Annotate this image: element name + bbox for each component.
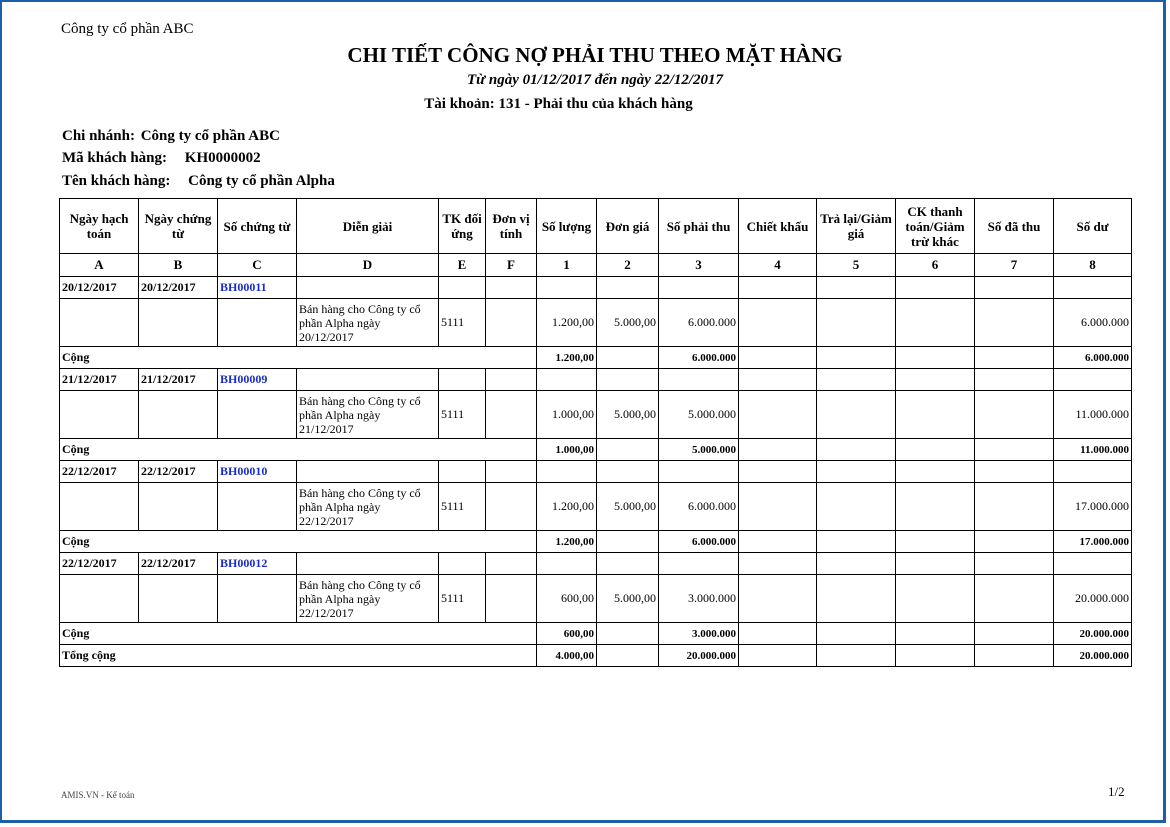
col-header: Ngày hạch toán xyxy=(60,199,139,254)
empty-cell xyxy=(537,553,597,575)
empty-cell xyxy=(486,369,537,391)
document-row xyxy=(60,277,1132,299)
subtotal-row xyxy=(60,623,1132,645)
col-header: Chiết khấu xyxy=(739,199,817,254)
subtotal-receivable: 6.000.000 xyxy=(659,347,739,369)
empty-cell xyxy=(896,461,975,483)
empty-cell xyxy=(297,553,439,575)
description: Bán hàng cho Công ty cổ phần Alpha ngày 22/12/2017 xyxy=(297,483,439,531)
col-code: 8 xyxy=(1054,254,1132,277)
empty-cell xyxy=(739,645,817,667)
unit-price: 5.000,00 xyxy=(597,483,659,531)
document-row xyxy=(60,461,1132,483)
grand-total-row xyxy=(60,645,1132,667)
empty-cell xyxy=(439,553,486,575)
report-title: CHI TIẾT CÔNG NỢ PHẢI THU THEO MẶT HÀNG xyxy=(347,43,843,67)
customer-name-label: Tên khách hàng: xyxy=(62,173,171,189)
subtotal-label: Cộng xyxy=(60,347,537,369)
contra-account: 5111 xyxy=(439,391,486,439)
empty-cell xyxy=(975,531,1054,553)
subtotal-quantity: 1.200,00 xyxy=(537,531,597,553)
document-row xyxy=(60,369,1132,391)
empty-cell xyxy=(297,369,439,391)
subtotal-quantity: 1.000,00 xyxy=(537,439,597,461)
empty-cell xyxy=(486,483,537,531)
contra-account: 5111 xyxy=(439,299,486,347)
contra-account: 5111 xyxy=(439,575,486,623)
empty-cell xyxy=(218,483,297,531)
empty-cell xyxy=(739,553,817,575)
empty-cell xyxy=(60,391,139,439)
receivable: 6.000.000 xyxy=(659,299,739,347)
empty-cell xyxy=(218,391,297,439)
col-code: 5 xyxy=(817,254,896,277)
empty-cell xyxy=(975,623,1054,645)
contra-account: 5111 xyxy=(439,483,486,531)
empty-cell xyxy=(739,461,817,483)
col-code: D xyxy=(297,254,439,277)
col-header: Ngày chứng từ xyxy=(139,199,218,254)
doc-number-link[interactable]: BH00012 xyxy=(218,553,297,575)
subtotal-balance: 17.000.000 xyxy=(1054,531,1132,553)
empty-cell xyxy=(739,531,817,553)
doc-date: 22/12/2017 xyxy=(139,553,218,575)
branch-value: Công ty cổ phần ABC xyxy=(140,128,280,144)
col-code: C xyxy=(218,254,297,277)
empty-cell xyxy=(739,483,817,531)
col-header: Số dư xyxy=(1054,199,1132,254)
col-code: 1 xyxy=(537,254,597,277)
header-row xyxy=(60,199,1132,254)
empty-cell xyxy=(896,369,975,391)
empty-cell xyxy=(439,277,486,299)
line-item-row xyxy=(60,299,1132,347)
empty-cell xyxy=(975,483,1054,531)
empty-cell xyxy=(218,299,297,347)
grand-total-receivable: 20.000.000 xyxy=(659,645,739,667)
posting-date: 20/12/2017 xyxy=(60,277,139,299)
branch-label: Chi nhánh: xyxy=(62,128,135,144)
empty-cell xyxy=(486,391,537,439)
empty-cell xyxy=(817,645,896,667)
empty-cell xyxy=(896,531,975,553)
empty-cell xyxy=(896,553,975,575)
empty-cell xyxy=(486,277,537,299)
empty-cell xyxy=(597,553,659,575)
empty-cell xyxy=(659,553,739,575)
doc-number-link[interactable]: BH00011 xyxy=(218,277,297,299)
posting-date: 21/12/2017 xyxy=(60,369,139,391)
customer-code-label: Mã khách hàng: xyxy=(62,150,168,166)
subtotal-receivable: 6.000.000 xyxy=(659,531,739,553)
empty-cell xyxy=(817,461,896,483)
quantity: 1.000,00 xyxy=(537,391,597,439)
col-code: 7 xyxy=(975,254,1054,277)
empty-cell xyxy=(597,277,659,299)
empty-cell xyxy=(659,461,739,483)
description: Bán hàng cho Công ty cổ phần Alpha ngày 20/12/2017 xyxy=(297,299,439,347)
column-code-row xyxy=(60,254,1132,277)
empty-cell xyxy=(896,277,975,299)
balance: 11.000.000 xyxy=(1054,391,1132,439)
col-header: CK thanh toán/Giảm trừ khác xyxy=(896,199,975,254)
col-code: 4 xyxy=(739,254,817,277)
empty-cell xyxy=(486,299,537,347)
balance: 6.000.000 xyxy=(1054,299,1132,347)
empty-cell xyxy=(486,461,537,483)
empty-cell xyxy=(659,277,739,299)
empty-cell xyxy=(975,439,1054,461)
empty-cell xyxy=(817,483,896,531)
empty-cell xyxy=(60,483,139,531)
empty-cell xyxy=(817,277,896,299)
empty-cell xyxy=(297,277,439,299)
company-name: Công ty cổ phần ABC xyxy=(61,21,194,37)
subtotal-receivable: 3.000.000 xyxy=(659,623,739,645)
empty-cell xyxy=(817,369,896,391)
grand-total-quantity: 4.000,00 xyxy=(537,645,597,667)
col-code: F xyxy=(486,254,537,277)
col-header: Trả lại/Giảm giá xyxy=(817,199,896,254)
empty-cell xyxy=(896,299,975,347)
empty-cell xyxy=(297,461,439,483)
col-header: Số lượng xyxy=(537,199,597,254)
branch-info xyxy=(62,128,280,145)
empty-cell xyxy=(218,575,297,623)
empty-cell xyxy=(817,575,896,623)
subtotal-receivable: 5.000.000 xyxy=(659,439,739,461)
col-header: Diễn giải xyxy=(297,199,439,254)
empty-cell xyxy=(597,369,659,391)
line-item-row xyxy=(60,391,1132,439)
col-code: B xyxy=(139,254,218,277)
empty-cell xyxy=(739,369,817,391)
subtotal-balance: 11.000.000 xyxy=(1054,439,1132,461)
quantity: 1.200,00 xyxy=(537,299,597,347)
subtotal-row xyxy=(60,531,1132,553)
empty-cell xyxy=(139,575,218,623)
empty-cell xyxy=(975,645,1054,667)
subtotal-balance: 20.000.000 xyxy=(1054,623,1132,645)
empty-cell xyxy=(1054,553,1132,575)
subtotal-balance: 6.000.000 xyxy=(1054,347,1132,369)
empty-cell xyxy=(975,369,1054,391)
empty-cell xyxy=(537,277,597,299)
quantity: 600,00 xyxy=(537,575,597,623)
col-header: Số phải thu xyxy=(659,199,739,254)
empty-cell xyxy=(896,645,975,667)
receivable: 5.000.000 xyxy=(659,391,739,439)
col-header: Số đã thu xyxy=(975,199,1054,254)
empty-cell xyxy=(1054,461,1132,483)
empty-cell xyxy=(739,575,817,623)
empty-cell xyxy=(60,575,139,623)
receivable: 3.000.000 xyxy=(659,575,739,623)
col-header: Đơn giá xyxy=(597,199,659,254)
empty-cell xyxy=(439,461,486,483)
col-code: 3 xyxy=(659,254,739,277)
posting-date: 22/12/2017 xyxy=(60,553,139,575)
document-row xyxy=(60,553,1132,575)
empty-cell xyxy=(1054,369,1132,391)
empty-cell xyxy=(896,623,975,645)
customer-name-value: Công ty cổ phần Alpha xyxy=(188,173,335,189)
empty-cell xyxy=(975,553,1054,575)
empty-cell xyxy=(139,483,218,531)
subtotal-quantity: 1.200,00 xyxy=(537,347,597,369)
subtotal-label: Cộng xyxy=(60,439,537,461)
col-code: E xyxy=(439,254,486,277)
empty-cell xyxy=(597,531,659,553)
report-period: Từ ngày 01/12/2017 đến ngày 22/12/2017 xyxy=(466,72,724,88)
empty-cell xyxy=(817,347,896,369)
subtotal-row xyxy=(60,439,1132,461)
empty-cell xyxy=(739,439,817,461)
doc-number-link[interactable]: BH00009 xyxy=(218,369,297,391)
empty-cell xyxy=(739,391,817,439)
empty-cell xyxy=(975,277,1054,299)
doc-date: 22/12/2017 xyxy=(139,461,218,483)
col-code: A xyxy=(60,254,139,277)
empty-cell xyxy=(817,623,896,645)
empty-cell xyxy=(139,391,218,439)
subtotal-label: Cộng xyxy=(60,531,537,553)
empty-cell xyxy=(896,391,975,439)
balance: 17.000.000 xyxy=(1054,483,1132,531)
empty-cell xyxy=(597,623,659,645)
empty-cell xyxy=(975,347,1054,369)
col-header: TK đối ứng xyxy=(439,199,486,254)
empty-cell xyxy=(739,623,817,645)
empty-cell xyxy=(597,461,659,483)
quantity: 1.200,00 xyxy=(537,483,597,531)
unit-price: 5.000,00 xyxy=(597,391,659,439)
empty-cell xyxy=(597,439,659,461)
line-item-row xyxy=(60,483,1132,531)
ledger-table xyxy=(59,198,1132,667)
grand-total-label: Tổng cộng xyxy=(60,645,537,667)
empty-cell xyxy=(975,391,1054,439)
empty-cell xyxy=(896,439,975,461)
customer-code-info xyxy=(62,150,261,167)
description: Bán hàng cho Công ty cổ phần Alpha ngày 21/12/2017 xyxy=(297,391,439,439)
balance: 20.000.000 xyxy=(1054,575,1132,623)
empty-cell xyxy=(1054,277,1132,299)
col-code: 6 xyxy=(896,254,975,277)
col-code: 2 xyxy=(597,254,659,277)
customer-code-value: KH0000002 xyxy=(184,150,261,166)
description: Bán hàng cho Công ty cổ phần Alpha ngày 22/12/2017 xyxy=(297,575,439,623)
empty-cell xyxy=(896,575,975,623)
empty-cell xyxy=(597,645,659,667)
empty-cell xyxy=(659,369,739,391)
empty-cell xyxy=(597,347,659,369)
doc-date: 20/12/2017 xyxy=(139,277,218,299)
subtotal-row xyxy=(60,347,1132,369)
unit-price: 5.000,00 xyxy=(597,575,659,623)
empty-cell xyxy=(896,347,975,369)
empty-cell xyxy=(486,575,537,623)
doc-number-link[interactable]: BH00010 xyxy=(218,461,297,483)
doc-date: 21/12/2017 xyxy=(139,369,218,391)
empty-cell xyxy=(975,575,1054,623)
empty-cell xyxy=(537,369,597,391)
empty-cell xyxy=(486,553,537,575)
empty-cell xyxy=(817,553,896,575)
col-header: Số chứng từ xyxy=(218,199,297,254)
footer-brand: AMIS.VN - Kế toán xyxy=(61,790,135,800)
unit-price: 5.000,00 xyxy=(597,299,659,347)
page-number: 1/2 xyxy=(1108,784,1125,799)
empty-cell xyxy=(817,391,896,439)
empty-cell xyxy=(60,299,139,347)
empty-cell xyxy=(817,439,896,461)
subtotal-quantity: 600,00 xyxy=(537,623,597,645)
customer-name-info xyxy=(62,173,335,190)
posting-date: 22/12/2017 xyxy=(60,461,139,483)
empty-cell xyxy=(739,299,817,347)
report-account: Tài khoản: 131 - Phải thu của khách hàng xyxy=(424,96,693,112)
empty-cell xyxy=(817,531,896,553)
empty-cell xyxy=(439,369,486,391)
receivable: 6.000.000 xyxy=(659,483,739,531)
empty-cell xyxy=(139,299,218,347)
col-header: Đơn vị tính xyxy=(486,199,537,254)
empty-cell xyxy=(975,299,1054,347)
line-item-row xyxy=(60,575,1132,623)
empty-cell xyxy=(817,299,896,347)
empty-cell xyxy=(896,483,975,531)
subtotal-label: Cộng xyxy=(60,623,537,645)
grand-total-balance: 20.000.000 xyxy=(1054,645,1132,667)
empty-cell xyxy=(537,461,597,483)
empty-cell xyxy=(739,347,817,369)
empty-cell xyxy=(975,461,1054,483)
empty-cell xyxy=(739,277,817,299)
